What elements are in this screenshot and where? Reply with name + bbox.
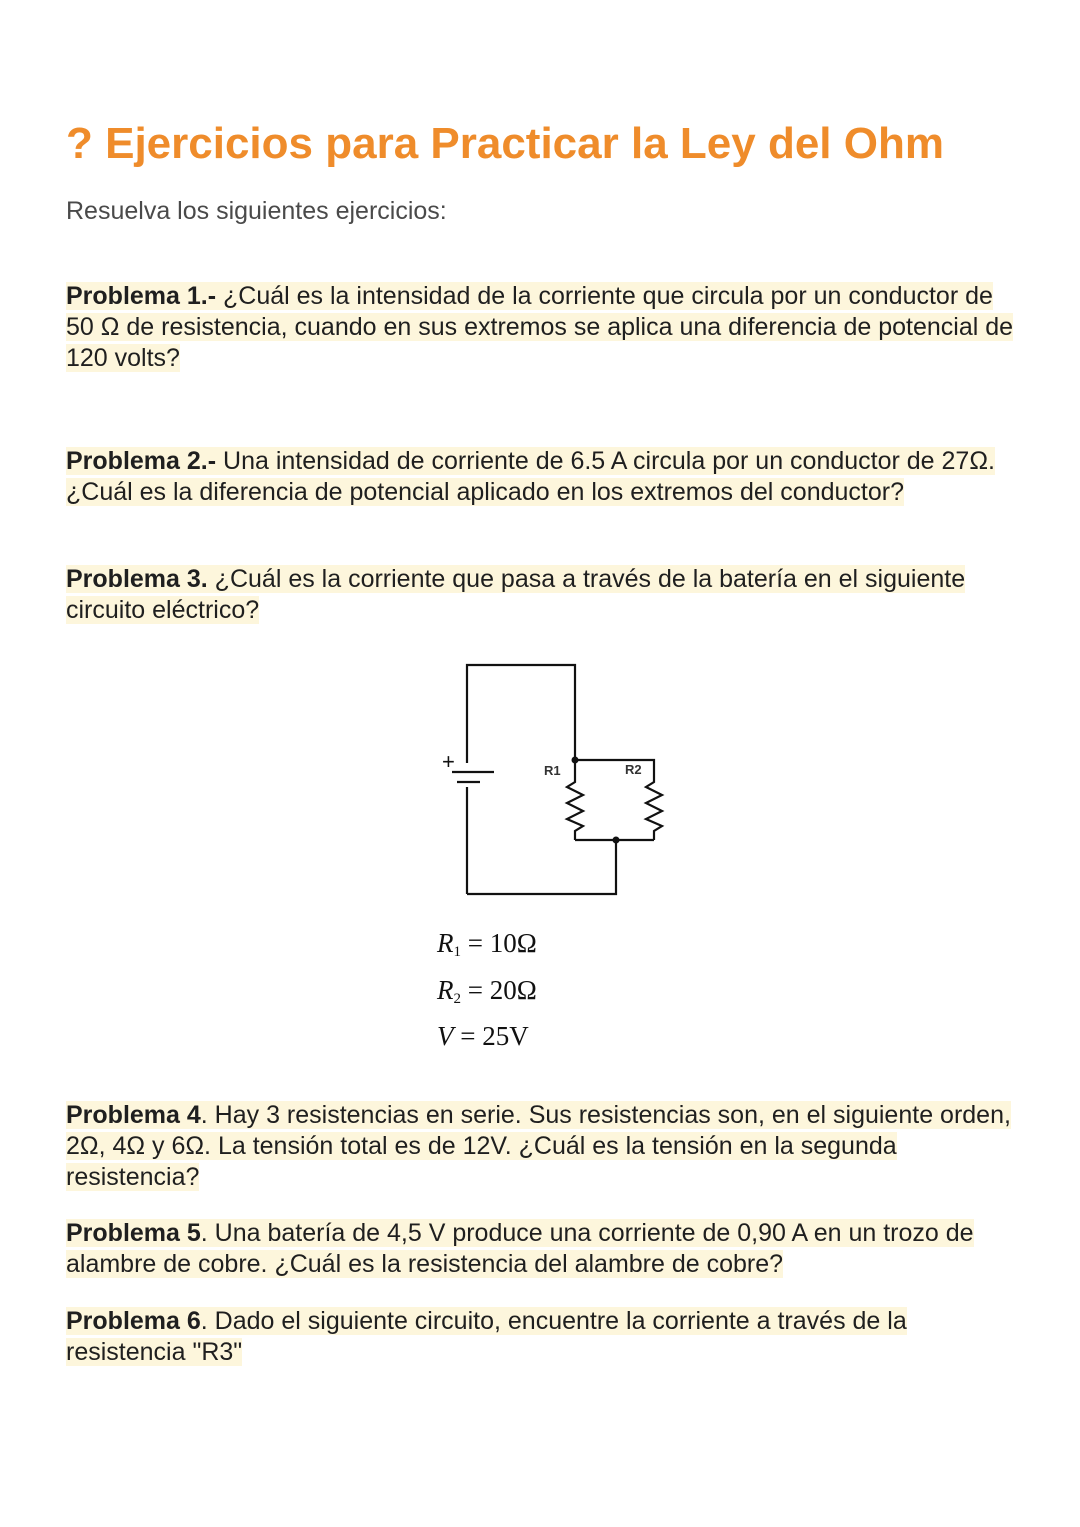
equation-r2: $R_2 = 20\Omega$	[437, 975, 537, 1007]
problem-4	[66, 1100, 1026, 1193]
page-title: ? Ejercicios para Practicar la Ley del Ohm	[66, 119, 944, 168]
problem-2	[66, 446, 1026, 508]
instructions: Resuelva los siguientes ejercicios:	[66, 197, 447, 225]
problem-5	[66, 1218, 1026, 1280]
problem-6-text: . Dado el siguiente circuito, encuentre la corriente a través de la resistencia "R3"	[66, 1307, 907, 1366]
problem-1	[66, 281, 1026, 374]
equation-v: V = 25V	[437, 1021, 529, 1051]
problem-4-text: . Hay 3 resistencias en serie. Sus resistencias son, en el siguiente orden, 2Ω, 4Ω y 6Ω. La tensión total es de 12V. ¿Cuál es la tensión en la segunda resistencia?	[66, 1101, 1011, 1191]
problem-1-text: ¿Cuál es la intensidad de la corriente que circula por un conductor de 50 Ω de resistencia, cuando en sus extremos se aplica una diferencia de potencial de 120 volts?	[66, 282, 1014, 372]
problem-6-label: Problema 6	[66, 1307, 201, 1335]
problem-3-text: ¿Cuál es la corriente que pasa a través de la batería en el siguiente circuito eléctrico?	[66, 565, 966, 624]
problem-2-text: Una intensidad de corriente de 6.5 A circula por un conductor de 27Ω. ¿Cuál es la diferencia de potencial aplicado en los extremos del conductor?	[66, 447, 995, 506]
problem-1-label: Problema 1.-	[66, 282, 217, 310]
problem-6	[66, 1306, 1026, 1368]
circuit-diagram	[428, 655, 668, 905]
problem-2-label: Problema 2.-	[66, 447, 217, 475]
wire-bottom	[467, 840, 616, 894]
problem-3-label: Problema 3.	[66, 565, 208, 593]
problem-5-label: Problema 5	[66, 1219, 201, 1247]
battery-plus-sign: +	[442, 749, 455, 774]
wire-left-top	[467, 665, 575, 763]
r1-resistor	[567, 760, 583, 840]
problem-4-label: Problema 4	[66, 1101, 201, 1129]
r1-label: R1	[544, 763, 561, 778]
r2-resistor	[646, 768, 662, 840]
r2-label: R2	[625, 762, 642, 777]
problem-5-text: . Una batería de 4,5 V produce una corriente de 0,90 A en un trozo de alambre de cobre. ¿Cuál es la resistencia del alambre de cobre?	[66, 1219, 974, 1278]
wire-r2-top	[575, 760, 654, 768]
equation-r1: $R_1 = 10\Omega$	[437, 928, 537, 960]
problem-3	[66, 564, 1026, 626]
node-bottom	[613, 837, 620, 844]
node-top	[572, 757, 579, 764]
